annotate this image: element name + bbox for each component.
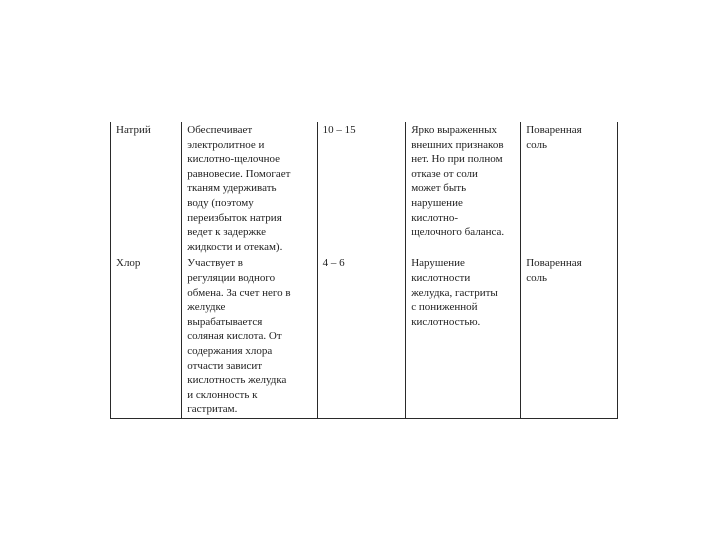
function-line: гастритам. bbox=[187, 403, 238, 416]
function-line: кислотно-щелочное bbox=[187, 153, 281, 166]
function-line: равновесие. Помогает bbox=[187, 167, 291, 180]
deficiency-line: кислотностью. bbox=[411, 315, 481, 328]
function-line: ведет к задержке bbox=[187, 226, 267, 239]
function-line: электролитное и bbox=[187, 138, 265, 151]
function-line: вырабатывается bbox=[187, 315, 263, 328]
function-line: и склонность к bbox=[187, 388, 258, 401]
function-line: Обеспечивает bbox=[187, 124, 253, 136]
source-line: соль bbox=[526, 271, 547, 284]
source-cell bbox=[521, 255, 618, 418]
deficiency-line: может быть bbox=[411, 182, 467, 195]
deficiency-line: желудка, гастриты bbox=[411, 286, 498, 299]
function-line: Участвует в bbox=[187, 257, 243, 270]
deficiency-line: кислотности bbox=[411, 271, 471, 284]
table-row bbox=[111, 255, 618, 418]
deficiency-cell bbox=[406, 122, 521, 255]
norm-cell bbox=[317, 122, 406, 255]
function-line: отчасти зависит bbox=[187, 359, 263, 372]
deficiency-line: нет. Но при полном bbox=[411, 153, 503, 166]
element-name-cell bbox=[111, 255, 182, 418]
deficiency-line: кислотно- bbox=[411, 211, 459, 224]
function-line: желудке bbox=[187, 301, 226, 314]
deficiency-line: Ярко выраженных bbox=[411, 124, 498, 136]
function-line: жидкости и отекам). bbox=[187, 240, 283, 253]
source-line: Поваренная bbox=[526, 124, 582, 136]
element-name: Хлор bbox=[116, 257, 141, 270]
source-line: соль bbox=[526, 138, 547, 151]
deficiency-cell bbox=[406, 255, 521, 418]
deficiency-line: Нарушение bbox=[411, 257, 465, 270]
deficiency-line: нарушение bbox=[411, 196, 463, 209]
norm-value: 4 – 6 bbox=[322, 257, 345, 270]
deficiency-line: отказе от соли bbox=[411, 167, 478, 180]
function-cell bbox=[182, 255, 317, 418]
element-name-cell bbox=[111, 122, 182, 255]
deficiency-line: внешних признаков bbox=[411, 138, 504, 151]
minerals-table bbox=[110, 122, 618, 419]
function-line: соляная кислота. От bbox=[187, 330, 282, 343]
element-name: Натрий bbox=[116, 124, 151, 136]
source-cell bbox=[521, 122, 618, 255]
function-line: тканям удерживать bbox=[187, 182, 277, 195]
function-line: обмена. За счет него в bbox=[187, 286, 291, 299]
function-line: содержания хлора bbox=[187, 344, 273, 357]
table-row bbox=[111, 122, 618, 255]
function-line: регуляции водного bbox=[187, 271, 276, 284]
function-line: переизбыток натрия bbox=[187, 211, 282, 224]
function-line: кислотность желудка bbox=[187, 374, 287, 387]
norm-cell bbox=[317, 255, 406, 418]
function-line: воду (поэтому bbox=[187, 196, 254, 209]
function-cell bbox=[182, 122, 317, 255]
norm-value: 10 – 15 bbox=[322, 124, 356, 136]
source-line: Поваренная bbox=[526, 257, 582, 270]
deficiency-line: с пониженной bbox=[411, 301, 478, 314]
deficiency-line: щелочного баланса. bbox=[411, 226, 505, 239]
